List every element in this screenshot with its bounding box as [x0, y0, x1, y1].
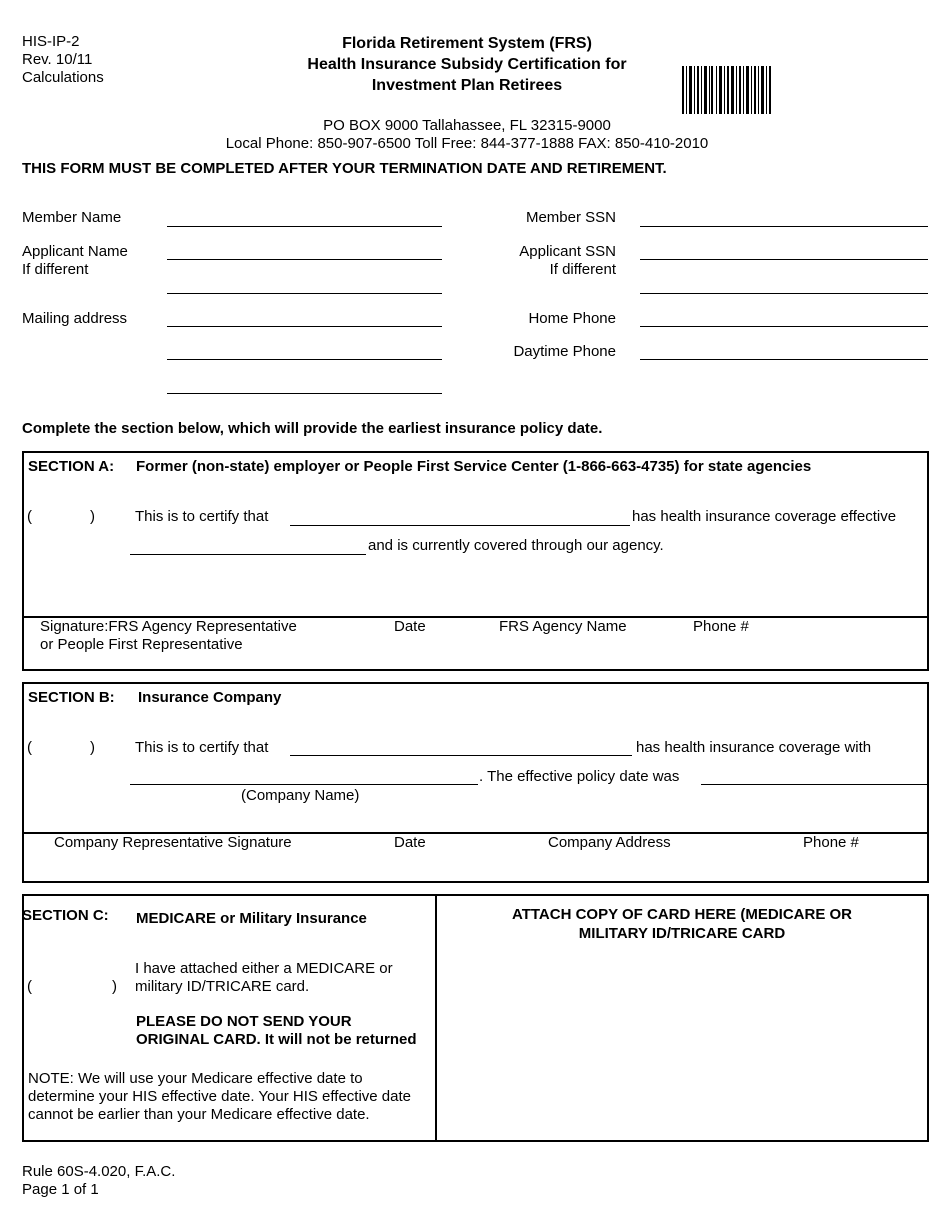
mailing-address-field-2[interactable]	[167, 359, 442, 360]
section-c-paren-close: )	[112, 978, 117, 995]
section-a-checkbox[interactable]	[34, 505, 88, 527]
footer-page: Page 1 of 1	[22, 1181, 99, 1198]
applicant-name-label: Applicant Name	[22, 243, 128, 260]
attach-card-area	[440, 950, 924, 1136]
section-a-signature-label: Signature:FRS Agency Representative	[40, 618, 297, 635]
section-c-checkbox[interactable]	[34, 975, 110, 997]
section-b-title: Insurance Company	[138, 689, 282, 706]
section-c-attached-text-1: I have attached either a MEDICARE or	[135, 960, 393, 977]
applicant-name-field-2[interactable]	[167, 293, 442, 294]
home-phone-field[interactable]	[640, 326, 928, 327]
section-b-paren-close: )	[90, 739, 95, 756]
applicant-ssn-field-2[interactable]	[640, 293, 928, 294]
section-a-agency-name-label: FRS Agency Name	[499, 618, 627, 635]
section-b-effective-text: . The effective policy date was	[479, 768, 680, 785]
form-category: Calculations	[22, 69, 104, 86]
section-a-date-label: Date	[394, 618, 426, 635]
section-a-paren-close: )	[90, 508, 95, 525]
attach-card-heading-1: ATTACH COPY OF CARD HERE (MEDICARE OR	[511, 906, 852, 923]
section-instructions: Complete the section below, which will provide the earliest insurance policy date.	[22, 420, 603, 437]
section-b-phone-label: Phone #	[803, 834, 859, 851]
attach-card-heading-2: MILITARY ID/TRICARE CARD	[578, 925, 786, 942]
section-a-certify-text: This is to certify that	[135, 508, 269, 525]
completion-notice: THIS FORM MUST BE COMPLETED AFTER YOUR TERMINATION DATE AND RETIREMENT.	[22, 160, 667, 177]
applicant-ssn-field[interactable]	[640, 259, 928, 260]
section-c-warning-2: ORIGINAL CARD. It will not be returned	[136, 1031, 417, 1048]
section-a-name-field[interactable]	[290, 525, 630, 526]
member-name-field[interactable]	[167, 226, 442, 227]
section-a-paren-open: (	[27, 508, 32, 525]
section-b-coverage-text: has health insurance coverage with	[636, 739, 872, 756]
mailing-address-field-3[interactable]	[167, 393, 442, 394]
applicant-ssn-sublabel: If different	[549, 261, 616, 278]
footer-rule: Rule 60S-4.020, F.A.C.	[22, 1163, 176, 1180]
barcode-icon	[682, 66, 772, 114]
section-b-address-label: Company Address	[548, 834, 671, 851]
applicant-ssn-label: Applicant SSN	[519, 243, 616, 260]
section-b-box	[22, 682, 929, 883]
section-b-date-label: Date	[394, 834, 426, 851]
section-c-note-1: NOTE: We will use your Medicare effective date to	[28, 1070, 363, 1087]
section-b-name-field[interactable]	[290, 755, 632, 756]
section-a-title: Former (non-state) employer or People First Service Center (1-866-663-4735) for state agencies	[136, 458, 812, 475]
contact-phones: Local Phone: 850-907-6500 Toll Free: 844-377-1888 FAX: 850-410-2010	[225, 135, 709, 152]
section-a-effective-date-field[interactable]	[130, 554, 366, 555]
home-phone-label: Home Phone	[528, 310, 616, 327]
form-title-line1: Florida Retirement System (FRS)	[342, 35, 592, 52]
mailing-address-field-1[interactable]	[167, 326, 442, 327]
section-a-covered-text: and is currently covered through our agency.	[368, 537, 664, 554]
section-c-paren-open: (	[27, 978, 32, 995]
section-c-attached-text-2: military ID/TRICARE card.	[135, 978, 310, 995]
section-b-company-name-field[interactable]	[130, 784, 478, 785]
section-a-label: SECTION A:	[28, 458, 115, 475]
section-c-warning-1: PLEASE DO NOT SEND YOUR	[136, 1013, 352, 1030]
section-b-company-name-caption: (Company Name)	[241, 787, 360, 804]
section-a-phone-label: Phone #	[693, 618, 749, 635]
daytime-phone-label: Daytime Phone	[513, 343, 616, 360]
form-id: HIS-IP-2	[22, 33, 80, 50]
section-c-title: MEDICARE or Military Insurance	[136, 910, 367, 927]
applicant-name-sublabel: If different	[22, 261, 89, 278]
section-c-label: SECTION C:	[22, 907, 109, 924]
section-b-checkbox[interactable]	[34, 736, 88, 758]
mailing-po-box: PO BOX 9000 Tallahassee, FL 32315-9000	[323, 117, 611, 134]
section-c-note-2: determine your HIS effective date. Your HIS effective date	[28, 1088, 412, 1105]
mailing-address-label: Mailing address	[22, 310, 128, 327]
form-revision: Rev. 10/11	[22, 51, 93, 68]
form-title-line3: Investment Plan Retirees	[371, 77, 563, 94]
member-ssn-field[interactable]	[640, 226, 928, 227]
form-title-line2: Health Insurance Subsidy Certification for	[307, 56, 627, 73]
section-a-coverage-text: has health insurance coverage effective	[632, 508, 897, 525]
daytime-phone-field[interactable]	[640, 359, 928, 360]
section-b-label: SECTION B:	[28, 689, 115, 706]
applicant-name-field[interactable]	[167, 259, 442, 260]
section-a-signature-sublabel: or People First Representative	[40, 636, 243, 653]
section-c-note-3: cannot be earlier than your Medicare effective date.	[28, 1106, 370, 1123]
member-name-label: Member Name	[22, 209, 122, 226]
section-b-paren-open: (	[27, 739, 32, 756]
member-ssn-label: Member SSN	[525, 209, 616, 226]
section-b-signature-label: Company Representative Signature	[54, 834, 292, 851]
section-b-certify-text: This is to certify that	[135, 739, 269, 756]
section-b-policy-date-field[interactable]	[701, 784, 928, 785]
